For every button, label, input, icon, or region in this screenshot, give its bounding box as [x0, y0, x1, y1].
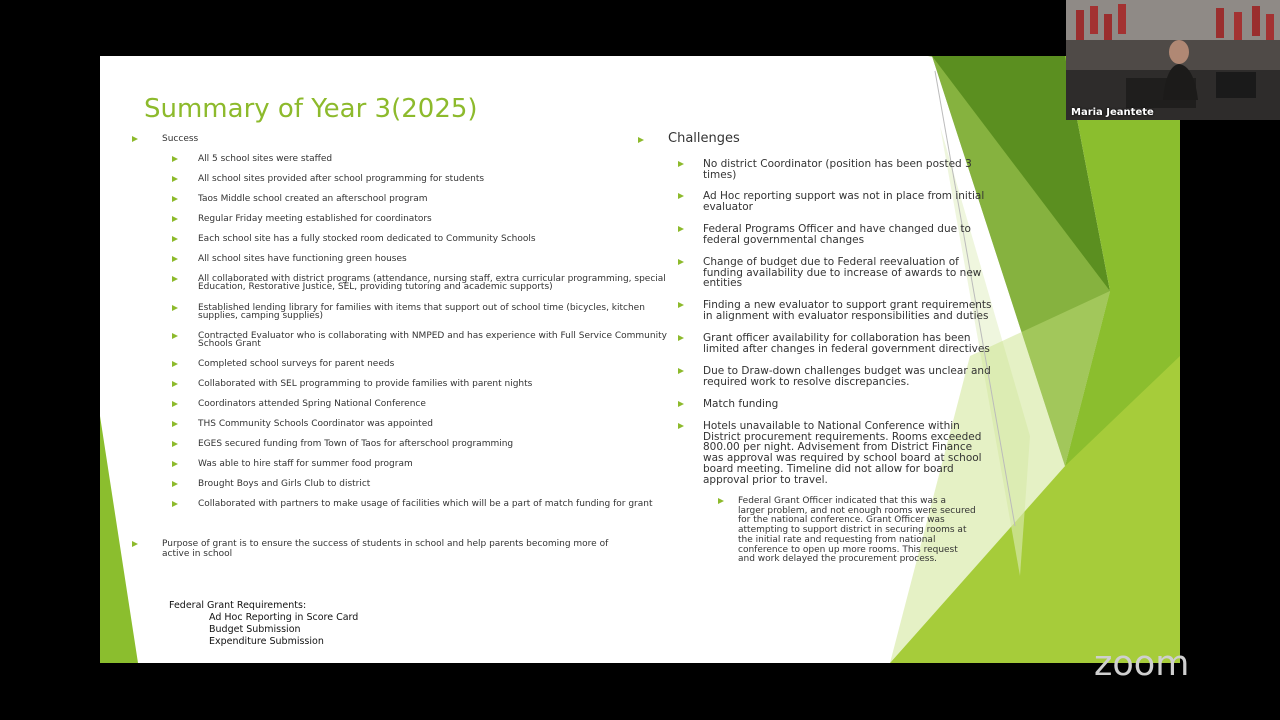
federal-requirement-item: Ad Hoc Reporting in Score Card	[209, 612, 359, 623]
shared-slide	[100, 56, 1180, 663]
success-item: Each school site has a fully stocked room dedicated to Community Schools	[198, 234, 536, 244]
challenge-sub-item-line: and work delayed the procurement process.	[738, 554, 938, 565]
challenge-item-line: No district Coordinator (position has been posted 3	[703, 158, 972, 170]
bullet-icon	[172, 381, 178, 387]
success-item: THS Community Schools Coordinator was appointed	[198, 419, 433, 429]
success-item: Collaborated with SEL programming to provide families with parent nights	[198, 379, 533, 389]
challenge-item-line: was approval was required by school board at school	[703, 452, 982, 465]
bullet-icon	[172, 441, 178, 447]
participant-name: Maria Jeantete	[1071, 107, 1154, 118]
bullet-icon	[718, 498, 724, 504]
challenge-sub-item-line: attempting to support district in securing rooms at	[738, 525, 967, 536]
challenge-item-line: federal governmental changes	[703, 233, 865, 246]
challenge-sub-item-line: conference to open up more rooms. This request	[738, 544, 958, 555]
bullet-icon	[678, 401, 684, 407]
video-feed	[1066, 0, 1280, 120]
bullet-icon	[172, 305, 178, 311]
bullet-icon	[172, 176, 178, 182]
bullet-icon	[172, 156, 178, 162]
success-item: Coordinators attended Spring National Conference	[198, 399, 426, 409]
challenge-item-line: District procurement requirements. Rooms exceeded	[703, 430, 982, 443]
bullet-icon	[172, 333, 178, 339]
bullet-icon	[678, 226, 684, 232]
challenge-sub-item-line: the initial rate and requesting from national	[738, 534, 936, 545]
bullet-icon	[172, 236, 178, 242]
bullet-icon	[172, 461, 178, 467]
bullet-icon	[172, 421, 178, 427]
success-item: Taos Middle school created an afterschool program	[198, 194, 428, 204]
success-item: All school sites provided after school programming for students	[198, 174, 485, 184]
bullet-icon	[678, 161, 684, 167]
challenge-item-line: Finding a new evaluator to support grant requirements	[703, 299, 992, 311]
federal-requirement-item: Expenditure Submission	[209, 636, 324, 648]
challenge-item-line: required work to resolve discrepancies.	[703, 375, 910, 388]
success-item-line: Contracted Evaluator who is collaborating with NMPED and has experience with Full Service Community	[198, 331, 667, 341]
participant-video-thumbnail[interactable]	[1066, 0, 1280, 120]
bullet-icon	[132, 541, 138, 547]
success-item-line: Schools Grant	[198, 339, 261, 349]
bullet-icon	[172, 361, 178, 367]
bullet-icon	[172, 501, 178, 507]
challenge-item-line: Change of budget due to Federal reevaluation of	[703, 256, 959, 268]
success-item-line: Education, Restorative Justice, SEL, providing tutoring and academic supports)	[198, 282, 553, 292]
challenge-item-line: Ad Hoc reporting support was not in place from initial	[703, 190, 985, 202]
federal-requirement-item: Budget Submission	[209, 624, 301, 636]
success-item: Completed school surveys for parent needs	[198, 359, 395, 369]
challenge-item-line: entities	[703, 277, 743, 290]
bullet-icon	[132, 136, 138, 142]
success-item-line: Established lending library for families with items that support out of school time (bicycles, kitchen	[198, 303, 645, 313]
success-heading: Success	[162, 134, 199, 144]
bullet-icon	[638, 137, 644, 143]
bullet-icon	[172, 481, 178, 487]
success-item-line: supplies, camping supplies)	[198, 311, 324, 321]
purpose-line: Purpose of grant is to ensure the success of students in school and help parents becoming more of	[162, 539, 609, 549]
challenge-item-line: times)	[703, 168, 737, 181]
bullet-icon	[678, 193, 684, 199]
bullet-icon	[172, 216, 178, 222]
success-item-line: All collaborated with district programs (attendance, nursing staff, extra curricular programming, special	[198, 274, 666, 284]
bullet-icon	[172, 276, 178, 282]
bullet-icon	[678, 368, 684, 374]
zoom-logo: zoom	[1094, 644, 1190, 684]
success-item: Collaborated with partners to make usage of facilities which will be a part of match funding for grant	[198, 499, 653, 509]
challenge-sub-item-line: Federal Grant Officer indicated that this was a	[738, 496, 947, 506]
success-item: Was able to hire staff for summer food program	[198, 459, 413, 469]
challenges-heading: Challenges	[668, 131, 740, 146]
challenge-sub-item-line: for the national conference. Grant Officer was	[738, 515, 945, 526]
challenge-item-line: in alignment with evaluator responsibilities and duties	[703, 309, 989, 322]
bullet-icon	[172, 196, 178, 202]
bullet-icon	[678, 423, 684, 429]
bullet-icon	[678, 335, 684, 341]
slide-title: Summary of Year 3(2025)	[144, 94, 478, 124]
success-item: All 5 school sites were staffed	[198, 154, 333, 164]
challenge-item-line: limited after changes in federal government directives	[703, 342, 990, 355]
challenge-item-line: Federal Programs Officer and have changed due to	[703, 223, 971, 235]
success-item: Brought Boys and Girls Club to district	[198, 479, 371, 489]
bullet-icon	[172, 256, 178, 262]
challenge-item-line: Due to Draw-down challenges budget was unclear and	[703, 365, 991, 377]
challenge-item-line: evaluator	[703, 200, 753, 213]
success-item: EGES secured funding from Town of Taos for afterschool programming	[198, 439, 514, 449]
success-item: Regular Friday meeting established for coordinators	[198, 214, 432, 224]
challenge-item-line: Hotels unavailable to National Conference within	[703, 420, 960, 432]
challenge-sub-item-line: larger problem, and not enough rooms were secured	[738, 505, 976, 516]
bullet-icon	[678, 302, 684, 308]
challenge-item-line: Grant officer availability for collaboration has been	[703, 332, 971, 344]
purpose-line: active in school	[162, 549, 233, 559]
challenge-item-line: Match funding	[703, 398, 779, 410]
bullet-icon	[678, 259, 684, 265]
federal-heading: Federal Grant Requirements:	[169, 600, 307, 611]
success-item: All school sites have functioning green houses	[198, 254, 407, 264]
challenge-item-line: 800.00 per night. Advisement from District Finance	[703, 441, 973, 454]
bullet-icon	[172, 401, 178, 407]
challenge-item-line: board meeting. Timeline did not allow for board	[703, 462, 954, 475]
challenge-item-line: approval prior to travel.	[703, 473, 828, 486]
challenge-item-line: funding availability due to increase of awards to new	[703, 266, 982, 279]
